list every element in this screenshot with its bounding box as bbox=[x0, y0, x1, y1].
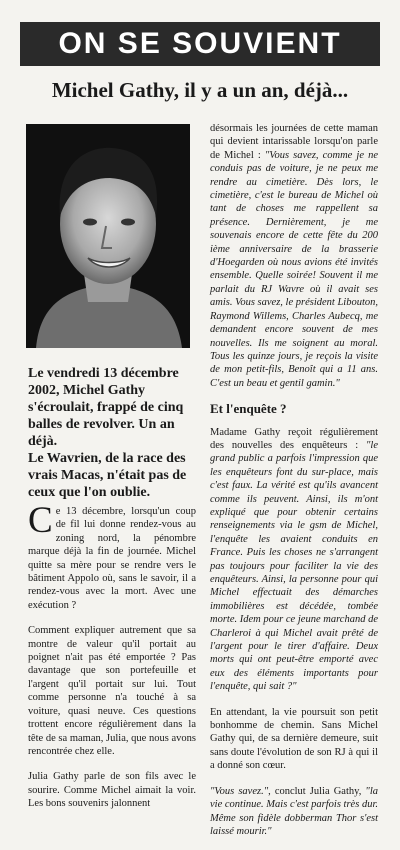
quote-text: "la vie continue. Mais c'est parfois très dur. Même son fidèle dobberman Thor s'est laissé mourir." bbox=[210, 785, 378, 837]
quote-text: "Vous savez, comme je ne conduis pas de voiture, je ne peux me rendre au cimetière. Dès lors, le cimetière, c'est le bureau de Michel où tant de choses me rappellent sa présence. Dernièrement, je me souvenais encore de cette fête du 200 ième anniversaire de la brasserie d'Hoegarden où nous avions été invités ensemble. Quelle soirée! Souvent il me parlait du RJ Wavre où il avait ses amis. Vous savez, le président Libouton, Raymond Willems, Charles Aubecq, me demandent encore souvent de mes nouvelles. Ils me soignent au moral. Tous les quinze jours, je reçois la visite de mon petit-fils, Benoît qui a 11 ans. C'est un beau et gentil gamin." bbox=[210, 149, 378, 389]
section-subheading: Et l'enquête ? bbox=[210, 401, 287, 417]
lead-sentence: Le Wavrien, de la race des vrais Macas, n'était pas de ceux que l'on oublie. bbox=[28, 451, 187, 500]
portrait-photo bbox=[26, 124, 190, 348]
body-text: Madame Gathy reçoit régulièrement des nouvelles des enquêteurs : bbox=[210, 426, 378, 451]
body-paragraph: En attendant, la vie poursuit son petit bonhomme de chemin. Sans Michel Gathy qui, de sa dernière demeure, suit sans doute l'évolution de son RJ à qui il a donné son cœur. bbox=[210, 706, 378, 772]
body-paragraph bbox=[210, 785, 378, 839]
article-column-left bbox=[28, 500, 196, 823]
section-banner: ON SE SOUVIENT bbox=[20, 22, 380, 66]
body-paragraph bbox=[210, 426, 378, 694]
body-paragraph: Julia Gathy parle de son fils avec le sourire. Comme Michel aimait la voir. Les bons souvenirs jalonnent bbox=[28, 771, 196, 810]
quote-text: "Vous savez." bbox=[210, 785, 269, 797]
lead-paragraph bbox=[28, 365, 206, 501]
article-headline: Michel Gathy, il y a un an, déjà... bbox=[51, 78, 349, 102]
body-paragraph bbox=[28, 500, 196, 612]
body-paragraph bbox=[210, 122, 378, 390]
body-text: désormais les journées de cette maman qui devient intarissable lorsqu'on parle de Michel : bbox=[210, 123, 378, 161]
quote-text: "le grand public a parfois l'impression que les enquêteurs font du sur-place, mais c'est faux. La vérité est qu'ils avancent comme ils peuvent. Ainsi, ils m'ont expliqué que pour obtenir certains renseignements via le gsm de Michel, l'enquête les avaient conduits en France. Puis les choses ne s'arrangent pas toujours pour faciliter la vie des enquêteurs. Ainsi, la personne pour qui Michel effectuait des démarches immobilières est décédée, tombée morte. Idem pour ce jeune marchand de Charleroi à qui Michel avait prêté de l'argent pour le tirer d'affaire. Deux morts qui ont peut-être emporté avec eux des éléments importants pour l'enquête, qui sait ?" bbox=[210, 439, 378, 693]
body-paragraph: Comment expliquer autrement que sa montre de valeur qu'il portait au poignet n'ait pas été emportée ? Pas davantage que son portefeuille et l'argent qu'il portait sur lui. Tout comme personne n'a touché à sa voiture, quasi neuve. Ces questions trottent encore régulièrement dans la tête de sa maman, Julia, que nous avons rencontrée chez elle. bbox=[28, 625, 196, 757]
body-text: e 13 décembre, lorsqu'un coup de fil lui donne rendez-vous au zoning nord, la pénombre marque déjà la fin de journée. Michel quitte sa mère pour se rendre vers le bâtiment Appolo où, sans le savoir, il a rendez-vous avec la mort. Avec une exécution ? bbox=[28, 506, 196, 611]
drop-cap: C bbox=[28, 500, 53, 541]
article-column-right bbox=[210, 122, 378, 850]
body-text: , conclut Julia Gathy, bbox=[268, 785, 362, 797]
lead-sentence: Le vendredi 13 décembre 2002, Michel Gathy s'écroulait, frappé de cinq balles de revolver. Un an déjà. bbox=[28, 366, 184, 449]
